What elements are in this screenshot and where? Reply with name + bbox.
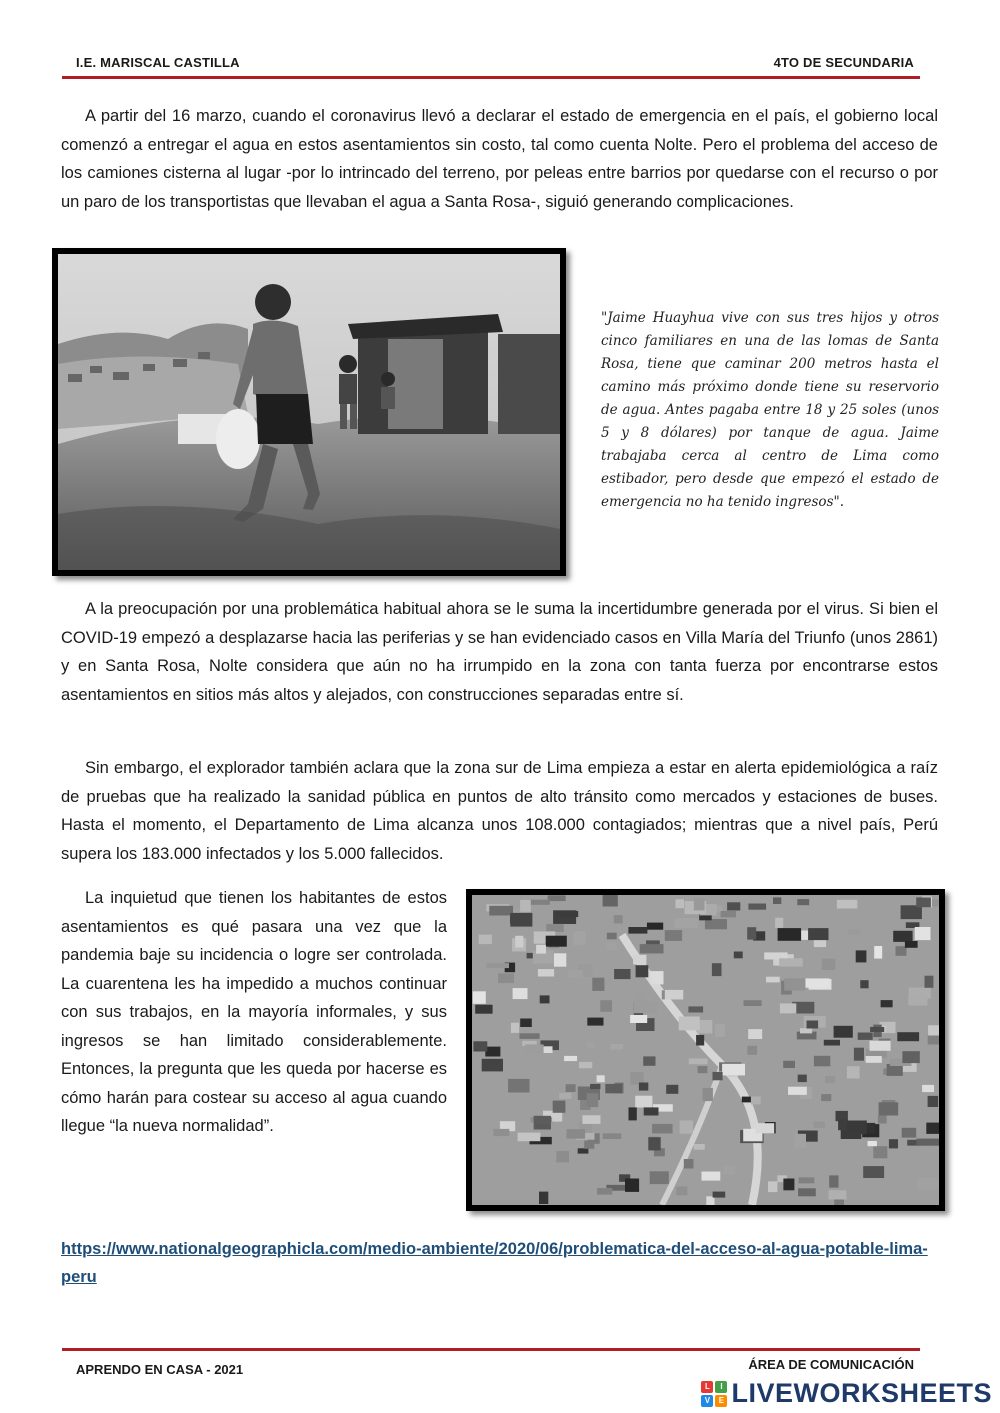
- house-shape: [748, 1029, 762, 1039]
- house-shape: [788, 1087, 807, 1095]
- house-shape: [879, 1102, 899, 1115]
- house-shape: [508, 1079, 529, 1093]
- house-shape: [775, 918, 783, 928]
- house-shape: [848, 929, 861, 935]
- house-shape: [712, 963, 722, 976]
- house-shape: [485, 1047, 500, 1057]
- house-shape: [727, 902, 740, 910]
- house-shape: [784, 978, 805, 990]
- house-shape: [751, 1096, 761, 1104]
- house-shape: [587, 1018, 603, 1026]
- house-shape: [698, 1066, 708, 1073]
- house-shape: [928, 1096, 939, 1107]
- house-shape: [640, 944, 664, 953]
- logo-letter: I: [715, 1381, 727, 1393]
- footer-program: APRENDO EN CASA - 2021: [76, 1362, 244, 1377]
- house-shape: [592, 978, 604, 991]
- house-shape: [814, 1056, 830, 1067]
- house-shape: [635, 1096, 652, 1108]
- house-shape: [489, 906, 513, 916]
- house-shape: [768, 1181, 777, 1192]
- house-shape: [807, 1021, 819, 1029]
- header-divider: [62, 76, 920, 79]
- house-shape: [856, 950, 867, 962]
- house-shape: [902, 1128, 917, 1138]
- house-shape: [756, 1123, 775, 1133]
- house-shape: [675, 918, 699, 928]
- footer-divider: [62, 1348, 920, 1351]
- house-shape: [567, 1129, 586, 1139]
- house-shape: [747, 927, 756, 939]
- house-shape: [783, 1061, 795, 1068]
- house-shape: [553, 1101, 566, 1113]
- photo-man-carrying-water: [52, 248, 566, 576]
- house-shape: [713, 1072, 723, 1080]
- house-shape: [639, 1083, 648, 1091]
- house-shape: [931, 899, 939, 906]
- house-shape: [515, 936, 523, 948]
- house-shape: [597, 1188, 612, 1195]
- house-shape: [870, 1027, 884, 1032]
- house-shape: [520, 900, 531, 912]
- house-shape: [636, 965, 649, 977]
- house-shape: [679, 1017, 700, 1031]
- house-shape: [546, 924, 563, 932]
- house-shape: [648, 1137, 660, 1150]
- logo-letter: E: [715, 1395, 727, 1407]
- house-shape: [665, 930, 682, 941]
- house-shape: [814, 1122, 826, 1128]
- house-shape: [536, 945, 546, 954]
- house-shape: [665, 990, 684, 1000]
- paragraph-1: A partir del 16 marzo, cuando el coronavirus llevó a declarar el estado de emergencia en el país, el gobierno local comenzó a entregar el agua en estos asentamientos sin costo, tal como cuenta Nolte. Pero el problema del acceso de los camiones cisterna al lugar -por lo intrincado del terreno, por peleas entre barrios por quedarse con el recurso o por un paro de los transportistas que llevaban el agua a Santa Rosa-, siguió generando complicaciones.: [61, 107, 938, 211]
- house-shape: [666, 1085, 678, 1094]
- house-shape: [546, 936, 567, 947]
- house-shape: [607, 933, 617, 940]
- house-shape: [901, 905, 922, 919]
- house-shape: [916, 897, 931, 907]
- house-shape: [684, 1159, 694, 1169]
- house-shape: [573, 931, 585, 945]
- house-shape: [902, 1051, 919, 1063]
- house-shape: [860, 980, 868, 988]
- house-shape: [868, 1141, 877, 1146]
- house-shape: [578, 1148, 589, 1153]
- house-shape: [722, 1064, 745, 1076]
- house-shape: [838, 1119, 847, 1130]
- house-shape: [829, 1190, 847, 1199]
- house-shape: [780, 1003, 796, 1013]
- footer-area: ÁREA DE COMUNICACIÓN: [748, 1357, 914, 1372]
- house-shape: [922, 1085, 934, 1092]
- house-shape: [834, 1026, 853, 1038]
- house-shape: [644, 1107, 659, 1115]
- house-shape: [806, 978, 830, 987]
- house-shape: [511, 1023, 519, 1033]
- logo-letter: L: [701, 1381, 713, 1393]
- house-shape: [824, 1040, 840, 1046]
- house-shape: [566, 1084, 576, 1092]
- house-shape: [905, 941, 918, 948]
- house-shape: [797, 899, 809, 905]
- house-shape: [873, 1146, 887, 1158]
- house-shape: [799, 1177, 815, 1183]
- house-shape: [564, 1056, 577, 1061]
- house-shape: [821, 1094, 831, 1101]
- house-shape: [854, 1048, 864, 1061]
- house-shape: [479, 935, 492, 945]
- house-shape: [643, 1056, 655, 1065]
- house-shape: [554, 953, 566, 966]
- house-shape: [808, 928, 828, 940]
- house-shape: [587, 1093, 599, 1107]
- house-shape: [928, 1034, 939, 1044]
- brand-name: LIVEWORKSHEETS: [731, 1378, 992, 1408]
- house-shape: [896, 946, 907, 956]
- source-link[interactable]: https://www.nationalgeographicla.com/medio-ambiente/2020/06/problematica-del-acceso-al-agua-potable-lima-peru: [61, 1240, 928, 1286]
- house-shape: [702, 1172, 721, 1181]
- house-shape: [651, 971, 664, 984]
- house-shape: [694, 898, 705, 911]
- house-shape: [540, 995, 550, 1003]
- house-shape: [847, 1066, 860, 1078]
- house-shape: [482, 1059, 503, 1072]
- house-shape: [628, 927, 647, 934]
- house-shape: [584, 1141, 594, 1149]
- house-shape: [676, 899, 685, 908]
- house-shape: [556, 911, 578, 917]
- house-shape: [925, 976, 934, 988]
- house-shape: [703, 1088, 713, 1101]
- liveworksheets-brand[interactable]: [701, 1378, 992, 1409]
- house-shape: [747, 1046, 757, 1055]
- house-shape: [822, 959, 836, 970]
- house-shape: [568, 970, 583, 978]
- house-shape: [874, 946, 882, 959]
- house-shape: [525, 1044, 544, 1054]
- house-shape: [486, 963, 509, 968]
- house-shape: [689, 1058, 708, 1064]
- house-shape: [498, 973, 514, 983]
- house-shape: [520, 1019, 532, 1028]
- house-shape: [798, 1075, 807, 1083]
- house-shape: [559, 1093, 571, 1099]
- house-shape: [475, 1005, 492, 1014]
- house-shape: [625, 1179, 639, 1192]
- liveworksheets-logo-icon: [701, 1381, 727, 1407]
- paragraph-3: Sin embargo, el explorador también aclara que la zona sur de Lima empieza a estar en alerta epidemiológica a raíz de pruebas que ha realizado la sanidad pública en puntos de alto tránsito como mercados y estaciones de buses. Hasta el momento, el Departamento de Lima alcanza unos 108.000 contagiados; mientras que a nivel país, Perú supera los 183.000 infectados y los 5.000 fallecidos.: [61, 759, 938, 863]
- house-shape: [520, 1033, 540, 1039]
- house-shape: [473, 1041, 487, 1051]
- house-shape: [473, 991, 486, 1004]
- house-shape: [928, 1025, 939, 1035]
- house-shape: [723, 1166, 735, 1175]
- house-shape: [706, 1196, 714, 1205]
- house-shape: [844, 1121, 867, 1135]
- house-shape: [610, 1044, 623, 1050]
- house-shape: [829, 1175, 838, 1187]
- house-shape: [548, 895, 566, 901]
- house-shape: [694, 1144, 705, 1150]
- house-shape: [773, 897, 781, 904]
- house-shape: [629, 1107, 637, 1120]
- house-shape: [539, 1192, 548, 1204]
- house-shape: [798, 1188, 816, 1196]
- house-shape: [556, 1151, 569, 1162]
- house-shape: [652, 1124, 673, 1134]
- house-shape: [766, 977, 780, 983]
- house-shape: [837, 900, 857, 909]
- house-shape: [908, 996, 927, 1006]
- house-shape: [603, 895, 618, 907]
- house-shape: [603, 1133, 622, 1139]
- house-shape: [597, 1075, 605, 1082]
- house-shape: [614, 915, 623, 923]
- house-shape: [795, 1134, 806, 1148]
- house-shape: [510, 913, 532, 927]
- house-shape: [680, 1120, 693, 1133]
- house-shape: [529, 900, 550, 905]
- house-shape: [917, 1178, 939, 1190]
- house-shape: [783, 1179, 794, 1191]
- house-shape: [863, 1166, 884, 1178]
- house-shape: [606, 943, 616, 951]
- house-shape: [748, 904, 766, 910]
- house-shape: [647, 923, 663, 930]
- house-shape: [634, 1001, 658, 1013]
- house-shape: [590, 1084, 600, 1089]
- house-shape: [538, 969, 554, 976]
- paragraph-4: La inquietud que tienen los habitantes de estos asentamientos es qué pasara una vez que la pandemia baje su incidencia o logre ser controlada. La cuarentena les ha impedido a muchos continuar con sus trabajos, en la mayoría informales, y sus ingresos se han limitado considerablemente. Entonces, la pregunta que les queda por hacerse es cómo harán para costear su acceso al agua cuando llegue “la nueva normalidad”.: [61, 889, 447, 1135]
- paragraph-2: A la preocupación por una problemática habitual ahora se le suma la incertidumbre generada por el virus. Si bien el COVID-19 empezó a desplazarse hacia las periferias y se han evidenciado casos en Villa María del Triunfo (unos 2861) y en Santa Rosa, Nolte considera que aún no ha irrumpido en la zona con tanta fuerza por encontrarse estos asentamientos en sitios más altos y alejados, con construcciones separadas entre sí.: [61, 600, 938, 704]
- house-shape: [744, 1000, 762, 1006]
- house-shape: [870, 1041, 891, 1051]
- house-shape: [600, 1000, 612, 1012]
- house-shape: [605, 1084, 622, 1093]
- photo-man-carrying-water-image: [58, 254, 560, 570]
- house-shape: [915, 927, 931, 940]
- house-shape: [893, 931, 912, 942]
- header-school: I.E. MARISCAL CASTILLA: [76, 55, 240, 70]
- house-shape: [800, 1028, 812, 1033]
- house-shape: [650, 1171, 669, 1184]
- house-shape: [633, 955, 646, 965]
- house-shape: [889, 1139, 898, 1148]
- house-shape: [897, 1032, 919, 1041]
- house-shape: [878, 1115, 887, 1123]
- house-shape: [866, 1056, 882, 1063]
- house-shape: [688, 1006, 703, 1012]
- house-shape: [926, 1123, 939, 1134]
- house-shape: [713, 1192, 726, 1198]
- house-shape: [493, 1129, 509, 1136]
- house-shape: [579, 1062, 592, 1068]
- house-shape: [779, 958, 803, 966]
- house-shape: [825, 1076, 835, 1083]
- house-shape: [881, 1000, 893, 1007]
- house-shape: [676, 1187, 687, 1196]
- house-shape: [734, 952, 743, 959]
- header-grade: 4TO DE SECUNDARIA: [773, 55, 914, 70]
- house-shape: [582, 1115, 600, 1124]
- house-shape: [536, 1124, 550, 1129]
- house-shape: [715, 1024, 725, 1037]
- house-shape: [916, 1139, 939, 1146]
- house-shape: [614, 969, 630, 979]
- house-shape: [696, 1035, 704, 1046]
- photo-hillside-settlement-image: [472, 895, 939, 1205]
- house-shape: [705, 919, 727, 929]
- house-shape: [721, 911, 736, 917]
- photo-hillside-settlement: [466, 889, 945, 1211]
- house-shape: [778, 928, 802, 941]
- house-shape: [858, 1033, 873, 1040]
- house-shape: [586, 1042, 595, 1048]
- photo-caption: "Jaime Huayhua vive con sus tres hijos y otros cinco familiares en una de las lomas de Santa Rosa, tiene que caminar 200 metros hasta el camino más próximo donde tiene su reservorio de agua. Antes pagaba entre 18 y 25 soles (unos 5 y 8 dólares) por tanque de agua. Jaime trabajaba cerca al centro de Lima como estibador, pero desde que empezó el estado de emergencia no ha tenido ingresos".: [601, 310, 939, 510]
- house-shape: [518, 1133, 541, 1142]
- house-shape: [630, 1015, 647, 1023]
- logo-letter: V: [701, 1395, 713, 1407]
- house-shape: [513, 988, 528, 999]
